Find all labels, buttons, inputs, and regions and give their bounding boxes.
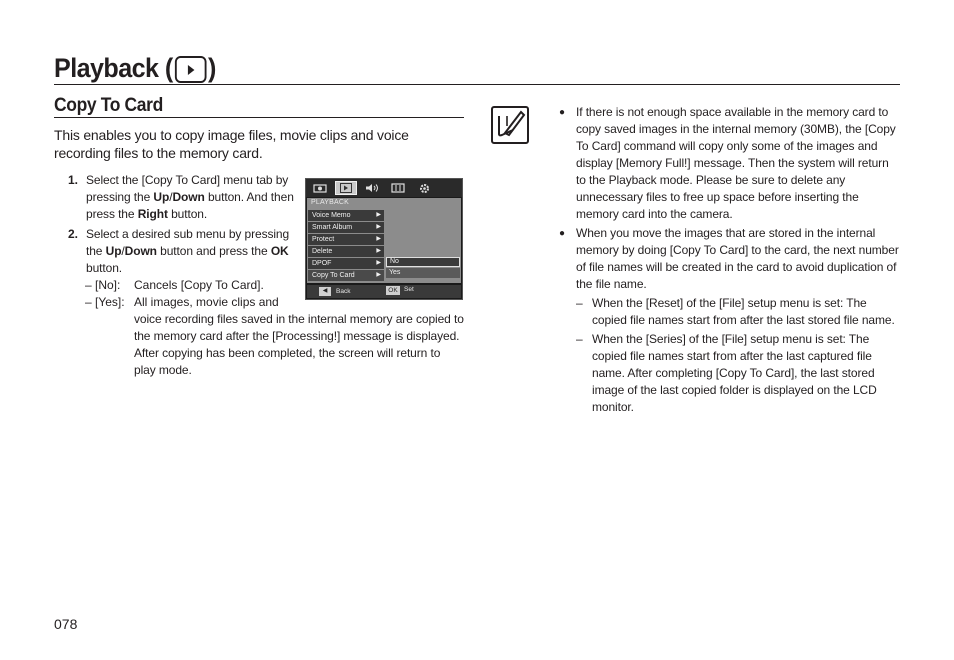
lcd-menu-item-protect: Protect ▶: [308, 234, 384, 245]
step-text: Select a desired sub menu by pressing the Up/Down button and press the OK button.: [86, 227, 290, 275]
tab-sound-icon: [361, 181, 383, 195]
lcd-menu-list: [308, 210, 384, 282]
page-title-text: [54, 52, 216, 84]
option-no: [85, 277, 264, 294]
step-number: 2.: [68, 227, 78, 241]
bullet-dot-icon: ●: [559, 228, 565, 239]
chevron-right-icon: ▶: [376, 224, 381, 230]
step-2: [68, 226, 300, 277]
lcd-ok-label: OK: [386, 286, 400, 295]
chevron-right-icon: ▶: [376, 272, 381, 278]
tab-setup-icon: [413, 181, 435, 195]
chevron-right-icon: ▶: [376, 248, 381, 254]
step-text: Select the [Copy To Card] menu tab by pressing the Up/Down button. And then press the Right button.: [86, 173, 294, 221]
page-number: 078: [54, 616, 78, 632]
note-sub-bullet-2: [576, 331, 899, 416]
lcd-submenu-yes: Yes: [386, 268, 460, 278]
option-yes-continued: voice recording files saved in the internal memory are copied to the memory card after the [Processing!] message is displayed. After copying has been completed, the screen will return to play mode.: [134, 312, 464, 377]
steps-list: [68, 172, 300, 280]
option-no-key: – [No]:: [85, 278, 121, 292]
note-pencil-icon: [491, 106, 529, 144]
chevron-right-icon: ▶: [376, 212, 381, 218]
bullet-dot-icon: ●: [559, 107, 565, 118]
lcd-submenu-no: No: [386, 257, 460, 267]
intro-text: This enables you to copy image files, movie clips and voice recording files to the memory card.: [54, 127, 409, 161]
page-title-after: ): [207, 53, 216, 83]
note-sub-text: When the [Series] of the [File] setup menu is set: The copied file names start from after the last captured file name. After completing [Copy To Card], the last stored image of the last copied folder is displayed on the LCD monitor.: [592, 332, 877, 414]
step-number: 1.: [68, 173, 78, 187]
page-title-before: Playback (: [54, 53, 173, 83]
option-no-text: Cancels [Copy To Card].: [134, 278, 264, 292]
lcd-tab-bar: [306, 179, 462, 197]
title-divider: [54, 84, 900, 85]
play-icon: [175, 56, 207, 83]
dash-marker: –: [576, 332, 583, 346]
section-divider: [54, 117, 464, 118]
note-bullet-1: [559, 104, 899, 223]
tab-display-icon: [387, 181, 409, 195]
chevron-right-icon: ▶: [376, 236, 381, 242]
note-text: If there is not enough space available in the memory card to copy saved images in the internal memory (30MB), the [Copy To Card] command will copy only some of the images and display [Memory Full!] message. Then the system will return to the Playback mode. Please be sure to delete any unnecessary files to free up space before inserting the memory card into the camera.: [576, 105, 896, 221]
left-arrow-icon: ◀: [319, 287, 331, 296]
lcd-menu-item-delete: Delete ▶: [308, 246, 384, 257]
option-yes: [85, 294, 279, 311]
note-sub-bullet-1: [576, 295, 899, 329]
step-1: [68, 172, 300, 223]
note-text: When you move the images that are stored in the internal memory by doing [Copy To Card] to the card, the next number of file names will be created in the card to avoid duplication of the file name.: [576, 226, 899, 291]
option-yes-key: – [Yes]:: [85, 295, 125, 309]
dash-marker: –: [576, 296, 583, 310]
option-yes-text: All images, movie clips and: [134, 295, 279, 309]
lcd-menu-area: [307, 198, 461, 283]
page-title: [54, 52, 228, 84]
lcd-menu-item-dpof: DPOF ▶: [308, 258, 384, 269]
lcd-back-label: Back: [336, 288, 351, 295]
lcd-screen-illustration: [305, 178, 463, 300]
note-sub-text: When the [Reset] of the [File] setup menu is set: The copied file names start from after the last stored file name.: [592, 296, 895, 327]
lcd-set-label: Set: [404, 286, 414, 293]
chevron-right-icon: ▶: [376, 260, 381, 266]
note-bullet-2: [559, 225, 899, 293]
lcd-menu-item-smart-album: Smart Album ▶: [308, 222, 384, 233]
section-title: Copy To Card: [54, 95, 163, 116]
tab-camera-icon: [309, 181, 331, 195]
notes-list: [559, 104, 899, 418]
lcd-menu-item-copy-to-card: Copy To Card ▶: [308, 270, 384, 281]
tab-play-icon: [335, 181, 357, 195]
lcd-footer: [307, 285, 461, 298]
lcd-menu-item-voice-memo: Voice Memo ▶: [308, 210, 384, 221]
lcd-menu-header: PLAYBACK: [311, 199, 350, 206]
lcd-submenu: [386, 257, 460, 279]
